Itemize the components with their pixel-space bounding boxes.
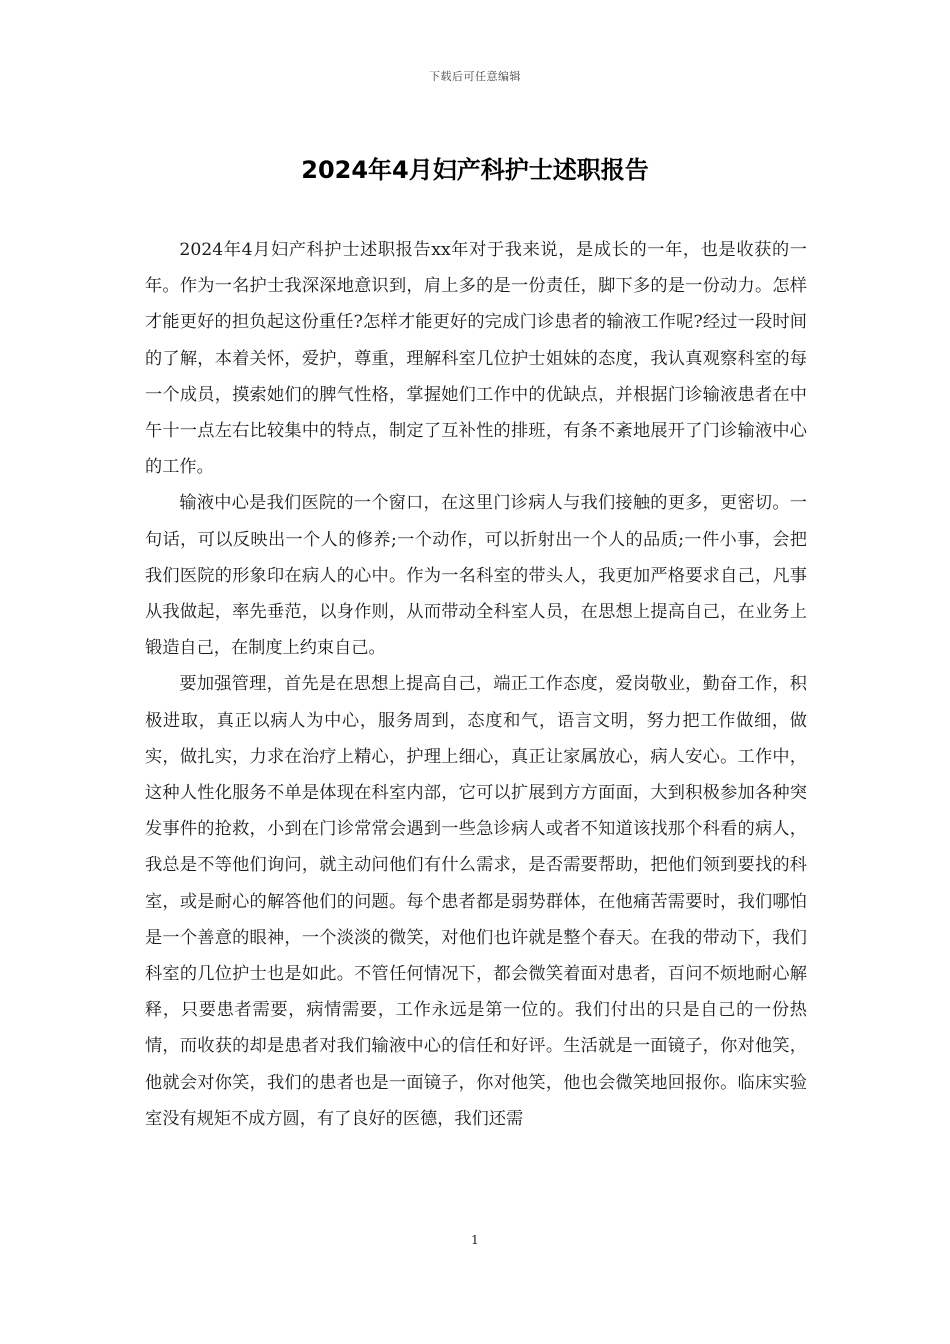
page-number: 1 <box>471 1233 479 1247</box>
paragraph-3: 要加强管理，首先是在思想上提高自己，端正工作态度，爱岗敬业，勤奋工作，积极进取，真正以病人为中心，服务周到，态度和气，语言文明，努力把工作做细，做实，做扎实，力求在治疗上精心，护理上细心，真正让家属放心，病人安心。工作中，这种人性化服务不单是体现在科室内部，它可以扩展到方方面面，大到积极参加各种突发事件的抢救，小到在门诊常常会遇到一些急诊病人或者不知道该找那个科看的病人，我总是不等他们询问，就主动问他们有什么需求，是否需要帮助，把他们领到要找的科室，或是耐心的解答他们的问题。每个患者都是弱势群体，在他痛苦需要时，我们哪怕是一个善意的眼神，一个淡淡的微笑，对他们也许就是整个春天。在我的带动下，我们科室的几位护士也是如此。不管任何情况下，都会微笑着面对患者，百问不烦地耐心解释，只要患者需要，病情需要，工作永远是第一位的。我们付出的只是自己的一份热情，而收获的却是患者对我们输液中心的信任和好评。生活就是一面镜子，你对他笑，他就会对你笑，我们的患者也是一面镜子，你对他笑，他也会微笑地回报你。临床实验室没有规矩不成方圆，有了良好的医德，我们还需 <box>145 674 807 1129</box>
page-header: 下载后可任意编辑 <box>429 70 521 83</box>
paragraph-1: 2024年4月妇产科护士述职报告xx年对于我来说，是成长的一年，也是收获的一年。作为一名护士我深深地意识到，肩上多的是一份责任，脚下多的是一份动力。怎样才能更好的担负起这份重任?怎样才能更好的完成门诊患者的输液工作呢?经过一段时间的了解，本着关怀，爱护，尊重，理解科室几位护士姐妹的态度，我认真观察科室的每一个成员，摸索她们的脾气性格，掌握她们工作中的优缺点，并根据门诊输液患者在中午十一点左右比较集中的特点，制定了互补性的排班，有条不紊地展开了门诊输液中心的工作。 <box>145 240 807 478</box>
document-body <box>145 232 807 1137</box>
paragraph-2: 输液中心是我们医院的一个窗口，在这里门诊病人与我们接触的更多，更密切。一句话，可以反映出一个人的修养;一个动作，可以折射出一个人的品质;一件小事，会把我们医院的形象印在病人的心中。作为一名科室的带头人，我更加严格要求自己，凡事从我做起，率先垂范，以身作则，从而带动全科室人员，在思想上提高自己，在业务上锻造自己，在制度上约束自己。 <box>145 493 807 659</box>
document-title: 2024年4月妇产科护士述职报告 <box>301 156 649 184</box>
